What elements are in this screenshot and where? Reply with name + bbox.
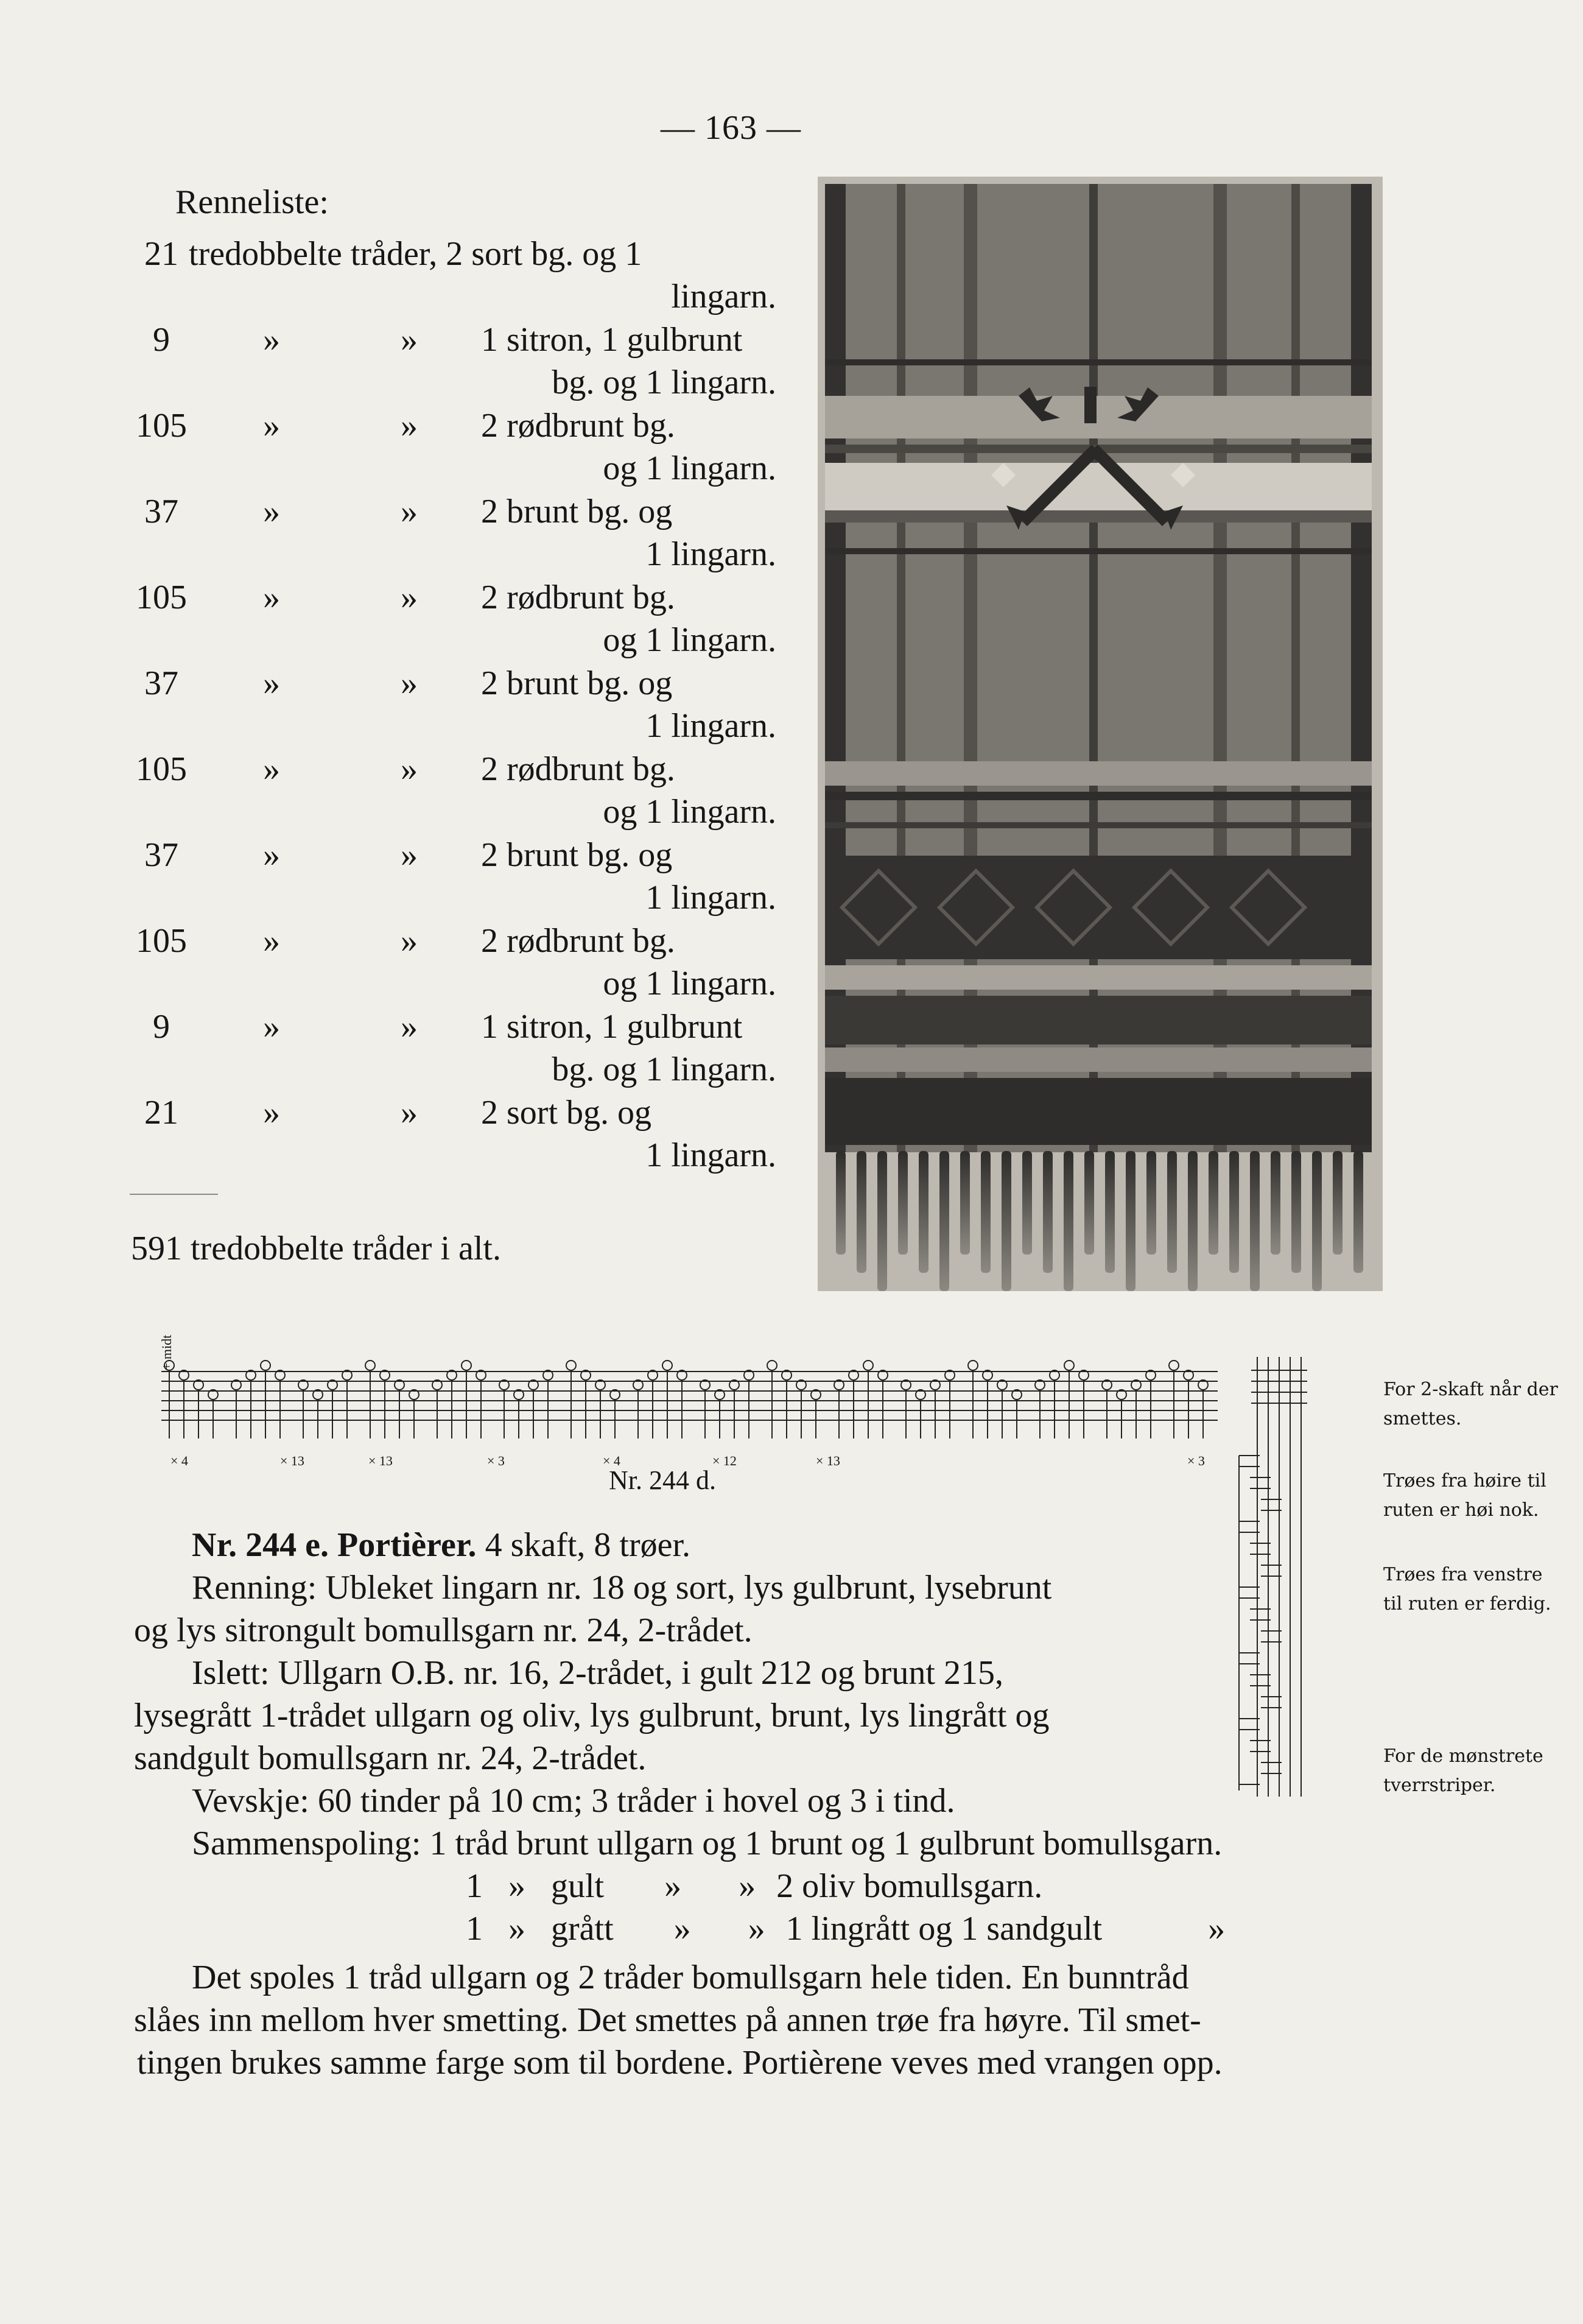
row-text: 2 brunt bg. og [481, 493, 673, 530]
fringe-tassel [1209, 1151, 1218, 1255]
ditto-mark: » [401, 922, 418, 960]
heading-rest: 4 skaft, 8 trøer. [485, 1526, 691, 1564]
row-text: 2 rødbrunt bg. [481, 579, 675, 616]
spoling-color: gult [551, 1867, 605, 1905]
heading-number: Nr. 244 e. [192, 1526, 329, 1564]
repeat-label: × 13 [368, 1453, 393, 1468]
fringe-tassel [1105, 1151, 1115, 1273]
ditto-mark: » [263, 1008, 280, 1046]
body-line: Sammenspoling: 1 tråd brunt ullgarn og 1 brunt og 1 gulbrunt bomullsgarn. [192, 1825, 1223, 1862]
fringe-tassel [1188, 1151, 1198, 1291]
fringe-tassel [877, 1151, 887, 1291]
spoling-color: grått [551, 1910, 614, 1948]
body-line: lysegrått 1-trådet ullgarn og oliv, lys gulbrunt, brunt, lys lingrått og [134, 1697, 1050, 1734]
ditto-mark: » [401, 579, 418, 616]
fringe-tassel [1271, 1151, 1280, 1255]
row-text-continued: 1 lingarn. [645, 879, 776, 917]
draft-knot [863, 1361, 873, 1370]
row-text: tredobbelte tråder, 2 sort bg. og 1 [189, 235, 642, 273]
draft-knot [1169, 1361, 1179, 1370]
row-text-continued: 1 lingarn. [645, 707, 776, 745]
row-text: 1 sitron, 1 gulbrunt [481, 321, 743, 359]
body-line: Renning: Ubleket lingarn nr. 18 og sort, lys gulbrunt, lysebrunt [192, 1569, 1052, 1607]
fringe-tassel [1064, 1151, 1073, 1291]
spoling-yarn: 2 oliv bomullsgarn. [776, 1867, 1043, 1905]
repeat-label: × 4 [603, 1453, 620, 1468]
fringe-tassel [1084, 1151, 1094, 1255]
fringe-tassel [960, 1151, 970, 1255]
ditto-mark: » [263, 922, 280, 960]
fringe-tassel [1333, 1151, 1343, 1255]
fringe-tassel [939, 1151, 949, 1291]
spoling-count: 1 [466, 1910, 483, 1948]
thread-count: 9 [153, 1008, 170, 1046]
row-text-continued: og 1 lingarn. [603, 793, 776, 831]
fringe-tassel [919, 1151, 928, 1273]
row-text: 2 brunt bg. og [481, 836, 673, 874]
row-text: 2 rødbrunt bg. [481, 407, 675, 445]
spoling-count: 1 [466, 1867, 483, 1905]
row-text: 1 sitron, 1 gulbrunt [481, 1008, 743, 1046]
draft-knot [365, 1361, 375, 1370]
note-4: For de mønstrete tverrstriper. [1383, 1745, 1543, 1796]
note-3: Trøes fra venstre til ruten er ferdig. [1383, 1564, 1551, 1614]
body-line: Det spoles 1 tråd ullgarn og 2 tråder bomullsgarn hele tiden. En bunntråd [192, 1959, 1189, 1996]
spoling-yarn: 1 lingrått og 1 sandgult [785, 1910, 1103, 1948]
fringe-tassel [1312, 1151, 1322, 1291]
draft-knot [566, 1361, 576, 1370]
fringe-tassel [1353, 1151, 1363, 1273]
draft-knot [662, 1361, 672, 1370]
body-line: tingen brukes samme farge som til bordene. Portièrene veves med vrangen opp. [137, 2044, 1223, 2082]
midt-label: + midt [159, 1334, 174, 1370]
repeat-label: × 13 [280, 1453, 304, 1468]
ditto-mark: » [263, 836, 280, 874]
body-line: Vevskje: 60 tinder på 10 cm; 3 tråder i hovel og 3 i tind. [192, 1782, 955, 1820]
repeat-label: × 4 [170, 1453, 188, 1468]
row-text-continued: 1 lingarn. [645, 535, 776, 573]
ditto-mark: » [263, 664, 280, 702]
row-text: 2 brunt bg. og [481, 664, 673, 702]
repeat-label: × 13 [816, 1453, 840, 1468]
repeat-label: × 12 [712, 1453, 737, 1468]
ditto-mark: » [263, 579, 280, 616]
ditto-mark: » [401, 1094, 418, 1132]
thread-count: 105 [136, 750, 187, 788]
portiere-photo [818, 177, 1383, 1291]
fringe-tassel [1291, 1151, 1301, 1273]
repeat-label: × 3 [1187, 1453, 1205, 1468]
ditto-mark: » [401, 493, 418, 530]
thread-count: 105 [136, 922, 187, 960]
ditto-mark: » [739, 1867, 756, 1905]
body-line: sandgult bomullsgarn nr. 24, 2-trådet. [134, 1739, 647, 1777]
note-2: Trøes fra høire til ruten er høi nok. [1383, 1470, 1546, 1521]
ditto-mark: » [401, 836, 418, 874]
ditto-mark: » [263, 493, 280, 530]
row-text-continued: og 1 lingarn. [603, 449, 776, 487]
body-line: Islett: Ullgarn O.B. nr. 16, 2-trådet, i gult 212 og brunt 215, [192, 1654, 1003, 1692]
fringe-tassel [1043, 1151, 1053, 1273]
body-line: og lys sitrongult bomullsgarn nr. 24, 2-trådet. [134, 1611, 753, 1649]
thread-count: 21 [144, 235, 178, 273]
ditto-mark: » [1208, 1910, 1226, 1948]
fringe-tassel [857, 1151, 866, 1273]
heading-title: Portièrer. [337, 1526, 477, 1564]
fringe-tassel [1229, 1151, 1239, 1273]
ditto-mark: » [748, 1910, 765, 1948]
row-text: 2 rødbrunt bg. [481, 922, 675, 960]
fringe-tassel [1022, 1151, 1032, 1255]
ditto-mark: » [263, 750, 280, 788]
renneliste-title: Renneliste: [175, 183, 329, 221]
row-text: 2 rødbrunt bg. [481, 750, 675, 788]
ditto-mark: » [508, 1867, 525, 1905]
thread-count: 105 [136, 407, 187, 445]
row-text: 2 sort bg. og [481, 1094, 651, 1132]
fringe-tassel [1250, 1151, 1260, 1291]
ditto-mark: » [263, 1094, 280, 1132]
fringe-tassel [1126, 1151, 1135, 1291]
row-text-continued: og 1 lingarn. [603, 965, 776, 1002]
ditto-mark: » [673, 1910, 691, 1948]
divider [130, 1194, 218, 1195]
body-line: slåes inn mellom hver smetting. Det smettes på annen trøe fra høyre. Til smet- [134, 2001, 1201, 2039]
row-text-continued: bg. og 1 lingarn. [552, 364, 776, 401]
repeat-label: × 3 [487, 1453, 505, 1468]
spoling-row [466, 1867, 1042, 1906]
row-text-continued: og 1 lingarn. [603, 621, 776, 659]
ditto-mark: » [401, 407, 418, 445]
ditto-mark: » [401, 664, 418, 702]
ditto-mark: » [263, 321, 280, 359]
ditto-mark: » [263, 407, 280, 445]
thread-count: 9 [153, 321, 170, 359]
thread-count: 105 [136, 579, 187, 616]
draft-knot [462, 1361, 471, 1370]
thread-count: 21 [144, 1094, 178, 1132]
note-1: For 2-skaft når der smettes. [1383, 1379, 1558, 1429]
ditto-mark: » [508, 1910, 525, 1948]
ditto-mark: » [401, 321, 418, 359]
draft-knot [968, 1361, 978, 1370]
row-text-continued: bg. og 1 lingarn. [552, 1051, 776, 1088]
row-text-continued: lingarn. [671, 278, 776, 315]
fringe-tassel [836, 1151, 846, 1255]
draft-knot [767, 1361, 777, 1370]
fringe-tassel [981, 1151, 991, 1273]
diagram-caption: Nr. 244 d. [609, 1465, 716, 1495]
fringe-tassel [1002, 1151, 1011, 1291]
draft-knot [261, 1361, 270, 1370]
ditto-mark: » [401, 750, 418, 788]
spoling-row [466, 1909, 1225, 1948]
heading [192, 1526, 690, 1565]
draft-knot [1064, 1361, 1074, 1370]
thread-count: 37 [144, 664, 178, 702]
fringe-tassel [1146, 1151, 1156, 1255]
ditto-mark: » [664, 1867, 682, 1905]
ditto-mark: » [401, 1008, 418, 1046]
fringe-tassel [1167, 1151, 1177, 1273]
page-number: — 163 — [661, 109, 801, 147]
thread-count: 37 [144, 836, 178, 874]
row-text-continued: 1 lingarn. [645, 1136, 776, 1174]
renneliste-total: 591 tredobbelte tråder i alt. [131, 1230, 501, 1267]
thread-count: 37 [144, 493, 178, 530]
fringe-tassel [898, 1151, 908, 1255]
portiere-photo-image [818, 177, 1383, 1291]
